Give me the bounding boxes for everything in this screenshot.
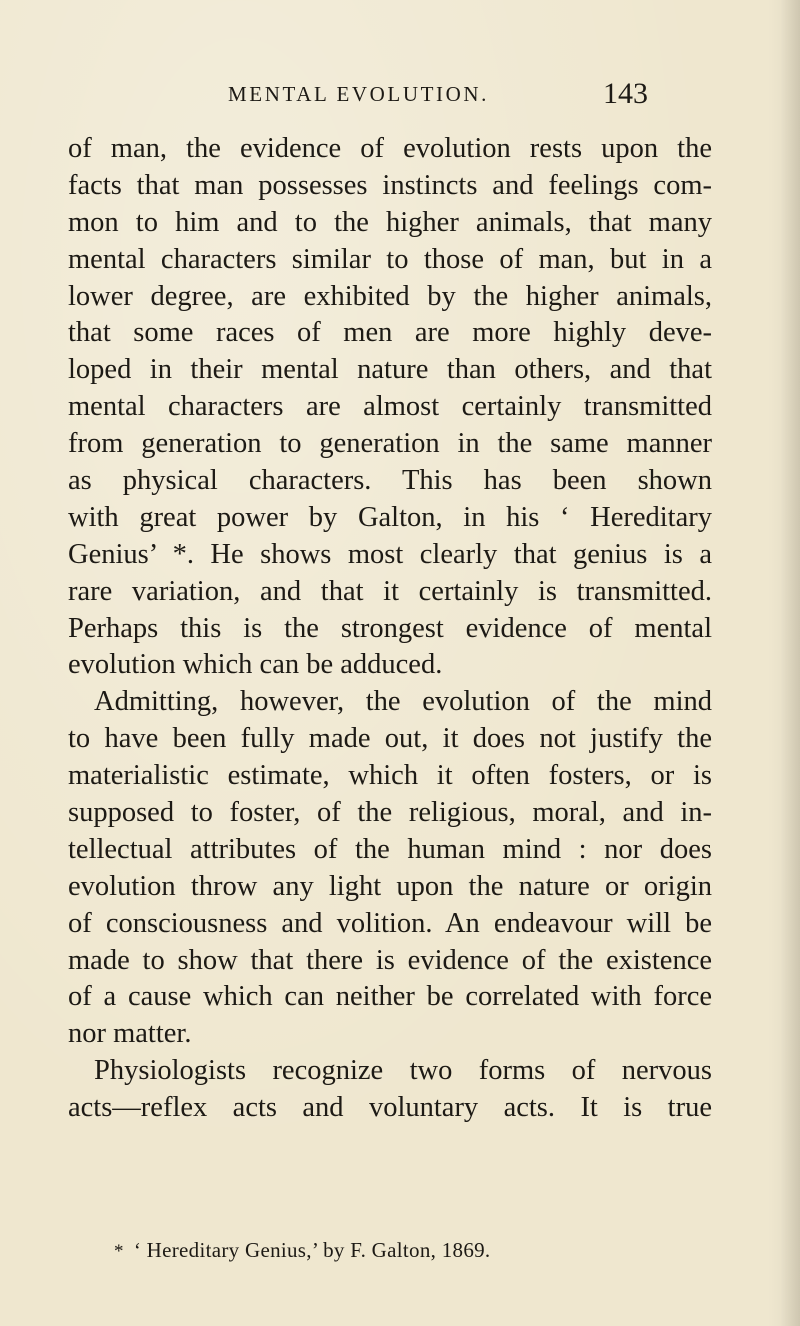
- text-line: mental characters similar to those of man, but in a: [68, 243, 712, 275]
- body-text: [68, 131, 712, 1127]
- text-line: acts—reflex acts and voluntary acts. It is true: [68, 1092, 712, 1124]
- page-edge-shadow: [780, 0, 800, 1326]
- text-line: as physical characters. This has been shown: [68, 465, 712, 497]
- text-line: Genius’ *. He shows most clearly that genius is a: [68, 538, 712, 570]
- text-line: facts that man possesses instincts and feelings com-: [68, 169, 712, 201]
- text-line: lower degree, are exhibited by the higher animals,: [68, 280, 712, 312]
- text-line: with great power by Galton, in his ‘ Hereditary: [68, 501, 712, 533]
- text-line: nor matter.: [68, 1018, 192, 1050]
- page-header: [0, 77, 800, 116]
- page-number: 143: [603, 77, 648, 110]
- footnote-mark: *: [114, 1241, 124, 1262]
- running-title: MENTAL EVOLUTION.: [228, 82, 490, 106]
- text-line: materialistic estimate, which it often fosters, or is: [68, 760, 712, 792]
- text-line: to have been fully made out, it does not justify the: [68, 723, 712, 755]
- footnote: [114, 1238, 490, 1263]
- text-line: of a cause which can neither be correlated with force: [68, 981, 712, 1013]
- text-line: Perhaps this is the strongest evidence of mental: [68, 612, 712, 644]
- text-line: made to show that there is evidence of the existence: [68, 944, 712, 976]
- text-line: tellectual attributes of the human mind : nor does: [68, 833, 712, 865]
- text-line: of man, the evidence of evolution rests upon the: [68, 133, 712, 164]
- text-line: mon to him and to the higher animals, that many: [68, 206, 712, 238]
- text-line: Admitting, however, the evolution of the mind: [94, 686, 712, 718]
- text-line: supposed to foster, of the religious, moral, and in-: [68, 797, 712, 829]
- text-line: rare variation, and that it certainly is transmitted.: [68, 575, 712, 607]
- text-line: from generation to generation in the same manner: [68, 428, 712, 460]
- text-line: of consciousness and volition. An endeavour will be: [68, 907, 712, 939]
- text-line: mental characters are almost certainly transmitted: [68, 391, 712, 423]
- text-line: evolution which can be adduced.: [68, 649, 443, 681]
- text-line: loped in their mental nature than others, and that: [68, 354, 712, 386]
- text-line: Physiologists recognize two forms of nervous: [94, 1055, 712, 1087]
- footnote-text: ‘ Hereditary Genius,’ by F. Galton, 1869.: [133, 1238, 491, 1262]
- text-line: evolution throw any light upon the nature or origin: [68, 870, 712, 902]
- text-line: that some races of men are more highly deve-: [68, 317, 712, 349]
